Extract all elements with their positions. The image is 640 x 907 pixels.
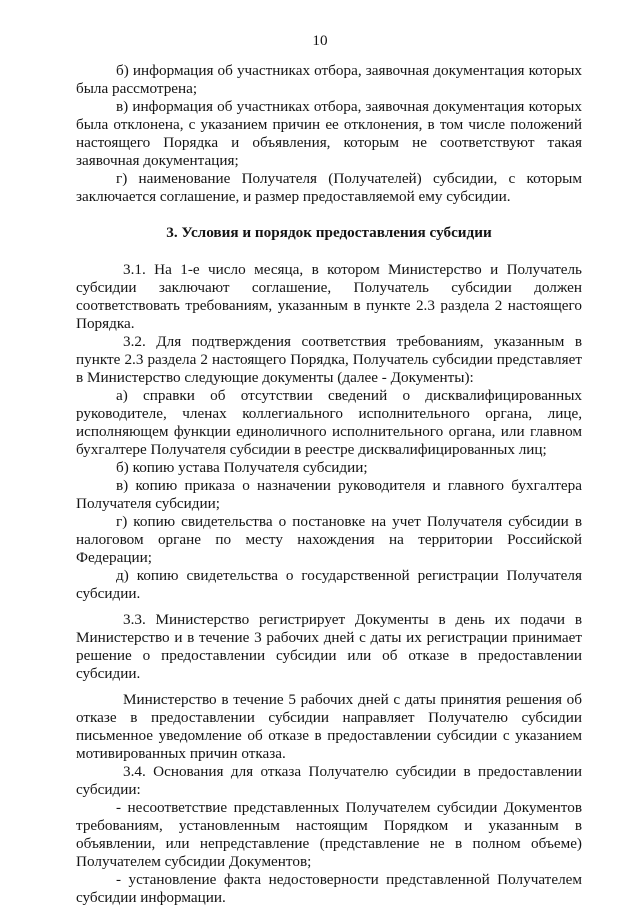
page-number: 10 [312,32,328,49]
list-item-v-order: в) копию приказа о назначении руководителя и главного бухгалтера Получателя субсидии; [76,477,582,512]
paragraph-g-recipient-name: г) наименование Получателя (Получателей) субсидии, с которым заключается соглашение, и размер предоставляемой ему субсидии. [76,170,582,205]
paragraph-3-4: 3.4. Основания для отказа Получателю субсидии в предоставлении субсидии: [76,763,582,798]
list-item-unreliable-info: - установление факта недостоверности представленной Получателем субсидии информации. [76,871,582,906]
list-item-b-charter: б) копию устава Получателя субсидии; [116,459,368,476]
paragraph-v-rejected: в) информация об участниках отбора, заявочная документация которых была отклонена, с указанием причин ее отклонения, в том числе положений настоящего Порядка и объявления, которым не соответствуют такая заявочная документация; [76,98,582,169]
paragraph-3-3: 3.3. Министерство регистрирует Документы в день их подачи в Министерство и в течение 3 рабочих дней с даты их регистрации принимает решение о предоставлении субсидии или об отказе в предоставлении субсидии. [76,611,582,682]
paragraph-b-considered: б) информация об участниках отбора, заявочная документация которых была рассмотрена; [76,62,582,97]
list-item-d-state-registration: д) копию свидетельства о государственной регистрации Получателя субсидии. [76,567,582,602]
section-heading: 3. Условия и порядок предоставления субсидии [166,224,492,241]
list-item-g-tax-registration: г) копию свидетельства о постановке на учет Получателя субсидии в налоговом органе по месту нахождения на территории Российской Федерации; [76,513,582,566]
list-item-noncompliance: - несоответствие представленных Получателем субсидии Документов требованиям, установленным настоящим Порядком и указанным в объявлении, или непредставление (представление не в полном объеме) Получателем субсидии Документов; [76,799,582,870]
list-item-a-certificates: а) справки об отсутствии сведений о дисквалифицированных руководителе, членах коллегиального исполнительного органа, лице, исполняющем функции единоличного исполнительного органа, или главном бухгалтере Получателя субсидии в реестре дисквалифицированных лиц; [76,387,582,458]
paragraph-refusal-notice: Министерство в течение 5 рабочих дней с даты принятия решения об отказе в предоставлении субсидии направляет Получателю субсидии письменное уведомление об отказе в предоставлении субсидии с указанием мотивированных причин отказа. [76,691,582,762]
paragraph-3-1: 3.1. На 1-е число месяца, в котором Министерство и Получатель субсидии заключают соглашение, Получатель субсидии должен соответствовать требованиям, указанным в пункте 2.3 раздела 2 настоящего Порядка. [76,261,582,332]
document-body [76,62,582,907]
paragraph-3-2: 3.2. Для подтверждения соответствия требованиям, указанным в пункте 2.3 раздела 2 настоящего Порядка, Получатель субсидии представляет в Министерство следующие документы (далее - Документы): [76,333,582,386]
